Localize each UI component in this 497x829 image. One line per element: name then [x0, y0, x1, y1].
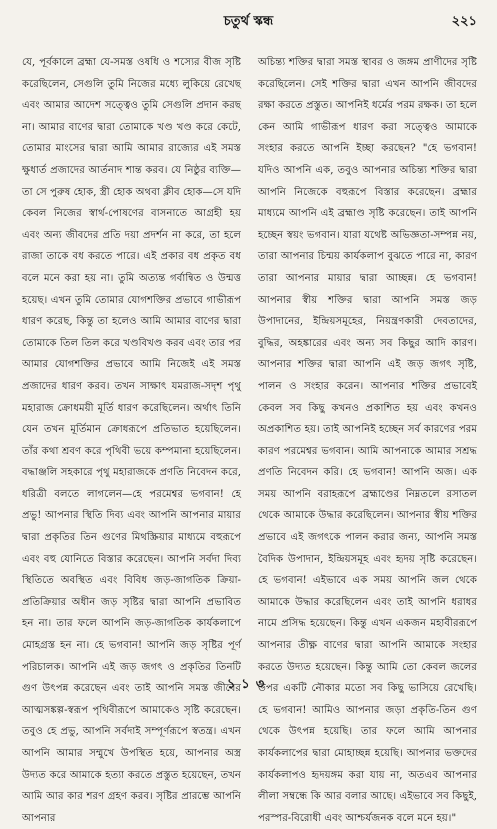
right-column: [258, 52, 477, 824]
page-header: [0, 12, 497, 32]
page-footer: ১১৩: [226, 677, 271, 692]
page-number: ২২১: [451, 14, 477, 29]
left-column: [22, 52, 241, 824]
chapter-title: চতুর্থ স্কন্ধ: [223, 14, 274, 29]
left-column-text: যে, পূর্বকালে ব্রহ্মা যে-সমস্ত ওষধি ও শস্যের বীজ সৃষ্টি করেছিলেন, সেগুলি তুমি নিজের মধ্যে লুকিয়ে রেখেছ এবং আমার আদেশ সত্ত্বেও তুমি সেগুলি প্রদান করছ না। আমার বাণের দ্বারা তোমাকে খণ্ড খণ্ড করে কেটে, তোমার মাংসের দ্বারা আমি আমার রাজ্যের এই সমস্ত ক্ষুধার্ত প্রজাদের আর্তনাদ শান্ত করব। যে নিষ্ঠুর ব্যক্তি—তা সে পুরুষ হোক, স্ত্রী হোক অথবা ক্লীব হোক—সে যদি কেবল নিজের স্বার্থ-পোষণের বাসনাতে আগ্রহী হয় এবং অন্য জীবদের প্রতি দয়া প্রদর্শন না করে, তা হলে রাজা তাকে বধ করতে পারে। এই প্রকার বধ প্রকৃত বধ বলে মনে করা হয় না। তুমি অত্যন্ত গর্বান্বিত ও উন্মত্ত হয়েছ। এখন তুমি তোমার যোগশক্তির প্রভাবে গাভীরূপ ধারণ করেছ, কিন্তু তা হলেও আমি আমার বাণের দ্বারা তোমাকে তিল তিল করে খণ্ডবিখণ্ড করব এবং তার পর আমার যোগশক্তির প্রভাবে আমি নিজেই এই সমস্ত প্রজাদের ধারণ করব। তখন সাক্ষাৎ যমরাজ-সদৃশ পৃথু মহারাজ ক্রোধময়ী মূর্তি ধারণ করেছিলেন। অর্থাৎ তিনি যেন তখন মূর্তিমান ক্রোধরূপে প্রতিভাত হয়েছিলেন। তাঁর কথা শ্রবণ করে পৃথিবী ভয়ে কম্পমানা হয়েছিলেন। বদ্ধাঞ্জলি সহকারে পৃথু মহারাজকে প্রণতি নিবেদন করে, ধরিত্রী বলতে লাগলেন—হে পরমেশ্বর ভগবান! হে প্রভু! আপনার স্থিতি দিব্য এবং আপনি আপনার মায়ার দ্বারা প্রকৃতির তিন গুণের মিথস্ক্রিয়ার মাধ্যমে বহুরূপে এবং বহু যোনিতে বিস্তার করেছেন। আপনি সর্বদা দিব্য স্থিতিতে অবস্থিত এবং বিবিধ জড়-জাগতিক ক্রিয়া-প্রতিক্রিয়ার অধীন জড় সৃষ্টির দ্বারা আপনি প্রভাবিত হন না। তার ফলে আপনি জড়-জাগতিক কার্যকলাপে মোহগ্রস্ত হন না। হে ভগবান! আপনি জড় সৃষ্টির পূর্ণ পরিচালক। আপনি এই জড় জগৎ ও প্রকৃতির তিনটি গুণ উৎপন্ন করেছেন এবং তাই আপনি সমস্ত জীবের আত্মসঙ্কল্প-স্বরূপ পৃথিবীরূপে আমাকেও সৃষ্টি করেছেন। তবুও হে প্রভু, আপনি সর্বদাই সম্পূর্ণরূপে স্বতন্ত্র। এখন আপনি আমার সম্মুখে উপস্থিত হয়ে, আপনার অস্ত্র উদ্যত করে আমাকে হত্যা করতে প্রস্তুত হয়েছেন, তখন আমি আর কার শরণ গ্রহণ করব। সৃষ্টির প্রারম্ভে আপনি আপনার: [22, 57, 241, 824]
right-column-text: অচিন্ত্য শক্তির দ্বারা সমস্ত স্থাবর ও জঙ্গম প্রাণীদের সৃষ্টি করেছিলেন। সেই শক্তির দ্বারা এখন আপনি জীবদের রক্ষা করতে প্রস্তুত। আপনিই ধর্মের পরম রক্ষক। তা হলে কেন আমি গাভীরূপ ধারণ করা সত্ত্বেও আমাকে সংহার করতে আপনি ইচ্ছা করছেন? "হে ভগবান! যদিও আপনি এক, তবুও আপনার অচিন্ত্য শক্তির দ্বারা আপনি নিজেকে বহুরূপে বিস্তার করেছেন। ব্রহ্মার মাধ্যমে আপনি এই ব্রহ্মাণ্ড সৃষ্টি করেছেন। তাই আপনি হচ্ছেন স্বয়ং ভগবান। যারা যথেষ্ট অভিজ্ঞতা-সম্পন্ন নয়, তারা আপনার চিন্ময় কার্যকলাপ বুঝতে পারে না, কারণ তারা আপনার মায়ার দ্বারা আচ্ছন্ন। হে ভগবান! আপনার স্বীয় শক্তির দ্বারা আপনি সমস্ত জড় উপাদানের, ইন্দ্রিয়সমূহের, নিয়ন্ত্রণকারী দেবতাদের, বুদ্ধির, অহঙ্কারের এবং অন্য সব কিছুর আদি কারণ। আপনার শক্তির দ্বারা আপনি এই জড় জগৎ সৃষ্টি, পালন ও সংহার করেন। আপনার শক্তির প্রভাবেই কেবল সব কিছু কখনও প্রকাশিত হয় এবং কখনও অপ্রকাশিত হয়। তাই আপনিই হচ্ছেন সর্ব কারণের পরম কারণ পরমেশ্বর ভগবান। আমি আপনাকে আমার সশ্রদ্ধ প্রণতি নিবেদন করি। হে ভগবান! আপনি অজ। এক সময় আপনি বরাহরূপে ব্রহ্মাণ্ডের নিম্নতলে রসাতল থেকে আমাকে উদ্ধার করেছিলেন। আপনার স্বীয় শক্তির প্রভাবে এই জগৎকে পালন করার জন্য, আপনি সমস্ত বৈদিক উপাদান, ইন্দ্রিয়সমূহ এবং হৃদয় সৃষ্টি করেছেন। হে ভগবান! এইভাবে এক সময় আপনি জল থেকে আমাকে উদ্ধার করেছিলেন এবং তাই আপনি ধরাধর নামে প্রসিদ্ধ হয়েছেন। কিন্তু এখন একজন মহাবীররূপে আপনার তীক্ষ্ণ বাণের দ্বারা আপনি আমাকে সংহার করতে উদ্যত হয়েছেন। কিন্তু আমি তো কেবল জলের উপর একটি নৌকার মতো সব কিছু ভাসিয়ে রেখেছি। হে ভগবান! আমিও আপনার জড়া প্রকৃতি-তিন গুণ থেকে উৎপন্ন হয়েছি। তার ফলে আমি আপনার কার্যকলাপের দ্বারা মোহাচ্ছন্ন হয়েছি। আপনার ভক্তদের কার্যকলাপও হৃদয়ঙ্গম করা যায় না, অতএব আপনার লীলা সম্বন্ধে কি আর বলার আছে। এইভাবে সব কিছুই, পরস্পর-বিরোধী এবং আশ্চর্যজনক বলে মনে হয়।": [258, 57, 477, 824]
